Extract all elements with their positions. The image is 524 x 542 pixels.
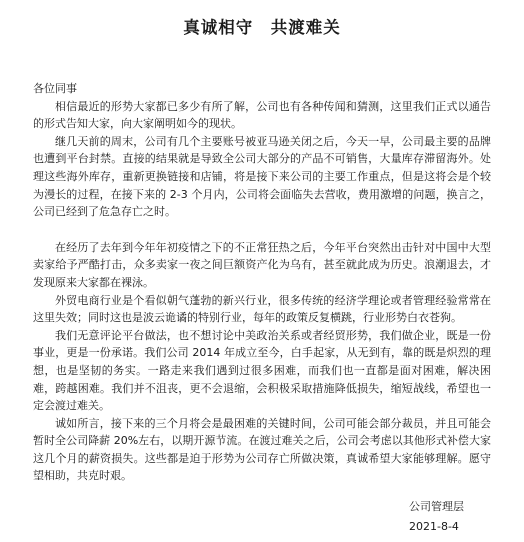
paragraph: 在经历了去年到今年年初疫情之下的不正常狂热之后，今年平台突然出击针对中国中大型卖家给予严酷打击，众多卖家一夜之间巨额资产化为乌有，甚至就此成为历史。浪潮退去，才发现原来大家都在裸泳。 xyxy=(33,240,491,289)
signature-org: 公司管理层 xyxy=(409,500,464,513)
paragraph: 外贸电商行业是个看似朝气蓬勃的新兴行业，很多传统的经济学理论或者管理经验常常在这里失效；同时这也是波云诡谲的特别行业，每年的政策反复横跳，行业形势白衣苍狗。 xyxy=(33,293,491,325)
signature-block xyxy=(409,497,464,537)
notice-body xyxy=(33,80,491,485)
signature-date: 2021-8-4 xyxy=(409,520,459,533)
paragraph: 继几天前的周末，公司有几个主要账号被亚马逊关闭之后，今天一早，公司最主要的品牌也遭到平台封禁。直接的结果就是导致全公司大部分的产品不可销售，大量库存滞留海外。处理这些海外库存，重新更换链接和店铺，将是接下来公司的主要工作重点，但是这将会是个较为漫长的过程，在接下来的 2-3 个月内，公司将会面临失去营收，费用激增的问题，换言之，公司已经到了危急存亡之时。 xyxy=(33,134,491,219)
paragraph: 我们无意评论平台做法，也不想讨论中美政治关系或者经贸形势，我们做企业，既是一份事业，更是一份承诺。我们公司 2014 年成立至今，白手起家，从无到有，靠的既是炽烈的理想，也是坚韧的务实。一路走来我们遇到过很多困难，而我们也一直都是面对困难，解决困难，跨越困难。我们并不沮丧，更不会退缩，会积极采取措施降低损失，缩短战线，希望也一定会渡过难关。 xyxy=(33,328,491,413)
salutation: 各位同事 xyxy=(33,82,77,95)
paragraph: 相信最近的形势大家都已多少有所了解，公司也有各种传闻和猜测，这里我们正式以通告的形式告知大家，向大家阐明如今的现状。 xyxy=(33,99,491,131)
paragraph: 诚如所言，接下来的三个月将会是最困难的关键时间，公司可能会部分裁员，并且可能会暂时全公司降薪 20%左右，以期开源节流。在渡过难关之后，公司会考虑以其他形式补偿大家这几个月的薪资损失。这些都是迫于形势为公司存亡所做决策，真诚希望大家能够理解。愿守望相助，共克时艰。 xyxy=(33,416,491,483)
notice-title: 真诚相守 共渡难关 xyxy=(183,18,341,37)
